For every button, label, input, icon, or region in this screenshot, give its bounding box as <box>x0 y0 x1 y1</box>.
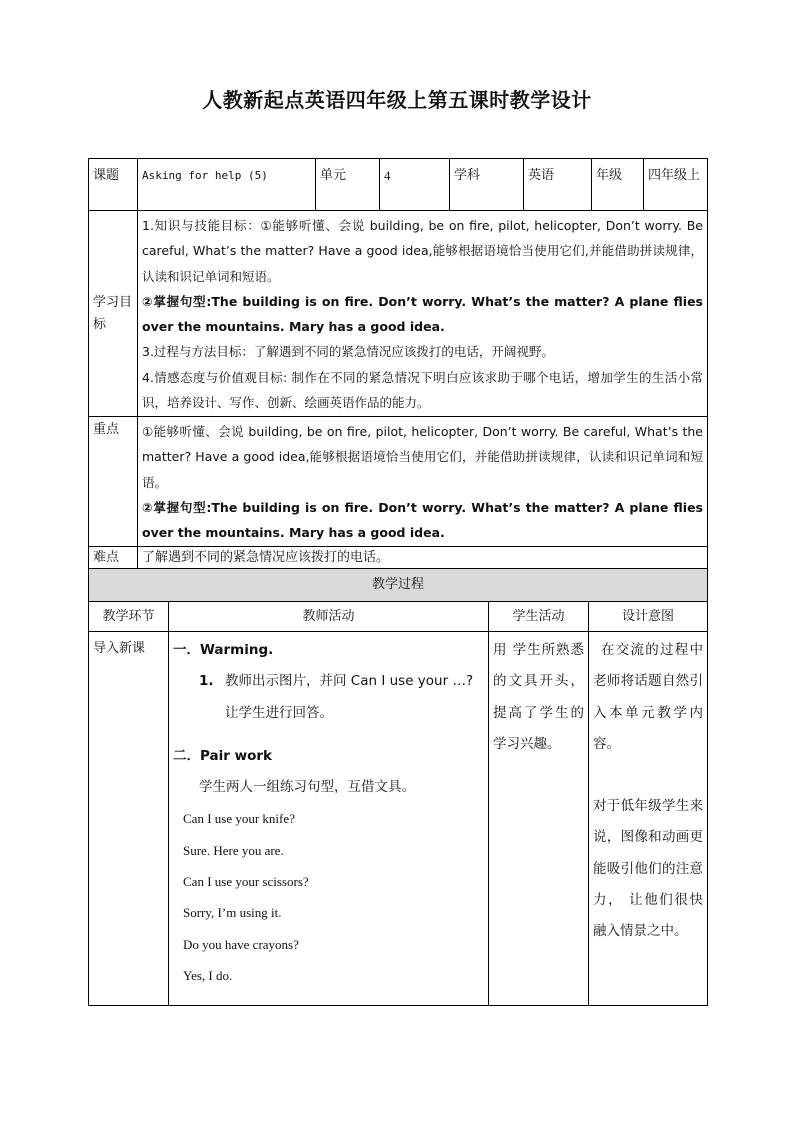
objective-sentences: ②掌握句型:The building is on fire. Don’t worry. What’s the matter? A plane flies over the mountains. Mary has a good idea. <box>142 293 703 335</box>
key-point-vocabulary: ①能够听懂、会说 building, be on fire, pilot, helicopter, Don’t worry. Be careful, What’s the matter? Have a good idea,能够根据语境恰当使用它们，并能借助拼读规律，认读和识记单词和短语。 <box>142 424 703 490</box>
warming-item <box>173 666 484 729</box>
difficult-points-label: 难点 <box>89 547 138 571</box>
design-intent-2: 对于低年级学生来说，图像和动画更能吸引他们的注意力， 让他们很快融入情景之中。 <box>593 798 704 940</box>
objective-knowledge: 1.知识与技能目标：①能够听懂、会说 building, be on fire, pilot, helicopter, Don’t worry. Be careful, What’s the matter? Have a good idea,能够根据语境恰当使用它们,并能借助拼读规律，认读和识记单词和短语。 <box>142 218 703 284</box>
design-intent <box>589 632 708 1006</box>
student-activity: 用 学生所熟悉的文具开头，提高了学生的学习兴趣。 <box>489 632 589 1006</box>
key-points-label: 重点 <box>89 417 138 547</box>
teacher-activity <box>169 632 489 1006</box>
pair-work-intro: 学生两人一组练习句型，互借文具。 <box>199 779 415 796</box>
column-stage: 教学环节 <box>89 602 169 632</box>
unit-label: 单元 <box>316 159 380 211</box>
difficult-points-row <box>89 547 708 571</box>
dialogue-line: Sorry, I’m using it. <box>183 905 282 921</box>
warming-title: 一．Warming. <box>173 642 274 658</box>
subject-value: 英语 <box>524 159 592 211</box>
objectives-content <box>138 211 708 417</box>
stage-name: 导入新课 <box>89 632 169 1006</box>
info-row <box>89 159 708 211</box>
key-points-content <box>138 417 708 547</box>
document-title: 人教新起点英语四年级上第五课时教学设计 <box>202 88 592 112</box>
dialogue-line: Do you have crayons? <box>183 936 299 952</box>
process-columns-row <box>89 602 708 632</box>
unit-value: 4 <box>380 159 450 211</box>
column-design-intent: 设计意图 <box>589 602 708 632</box>
process-header: 教学过程 <box>89 569 708 602</box>
objective-process: 3.过程与方法目标：了解遇到不同的紧急情况应该拨打的电话，开阔视野。 <box>142 344 554 360</box>
objectives-row <box>89 211 708 417</box>
dialogue-line: Sure. Here you are. <box>183 842 284 858</box>
key-points-row <box>89 417 708 547</box>
column-teacher-activity: 教师活动 <box>169 602 489 632</box>
design-intent-1: 在交流的过程中老师将话题自然引入本单元教学内容。 <box>593 642 704 752</box>
grade-value: 四年级上 <box>644 159 708 211</box>
process-content-row <box>89 632 708 1006</box>
dialogue-line: Can I use your knife? <box>183 811 295 827</box>
difficult-points-content: 了解遇到不同的紧急情况应该拨打的电话。 <box>138 547 708 571</box>
lesson-info-table <box>88 158 708 571</box>
pair-work-title: 二．Pair work <box>173 747 273 764</box>
grade-label: 年级 <box>592 159 644 211</box>
dialogue-line: Yes, I do. <box>183 967 233 983</box>
subject-label: 学科 <box>450 159 524 211</box>
dialogue-line: Can I use your scissors? <box>183 874 309 890</box>
topic-value: Asking for help (5) <box>138 159 316 211</box>
teaching-process-table <box>88 568 708 1006</box>
warming-item-number: 1. <box>199 673 214 690</box>
objective-attitude: 4.情感态度与价值观目标: 制作在不同的紧急情况下明白应该求助于哪个电话，增加学生的生活小常识，培养设计、写作、创新、绘画英语作品的能力。 <box>142 369 703 411</box>
process-header-row <box>89 569 708 602</box>
key-point-sentences: ②掌握句型:The building is on fire. Don’t worry. What’s the matter? A plane flies over the mountains. Mary has a good idea. <box>142 499 703 541</box>
column-student-activity: 学生活动 <box>489 602 589 632</box>
topic-label: 课题 <box>89 159 138 211</box>
objectives-label: 学习目标 <box>89 211 138 417</box>
warming-item-text: 教师出示图片，并问 Can I use your …? 让学生进行回答。 <box>225 673 474 721</box>
